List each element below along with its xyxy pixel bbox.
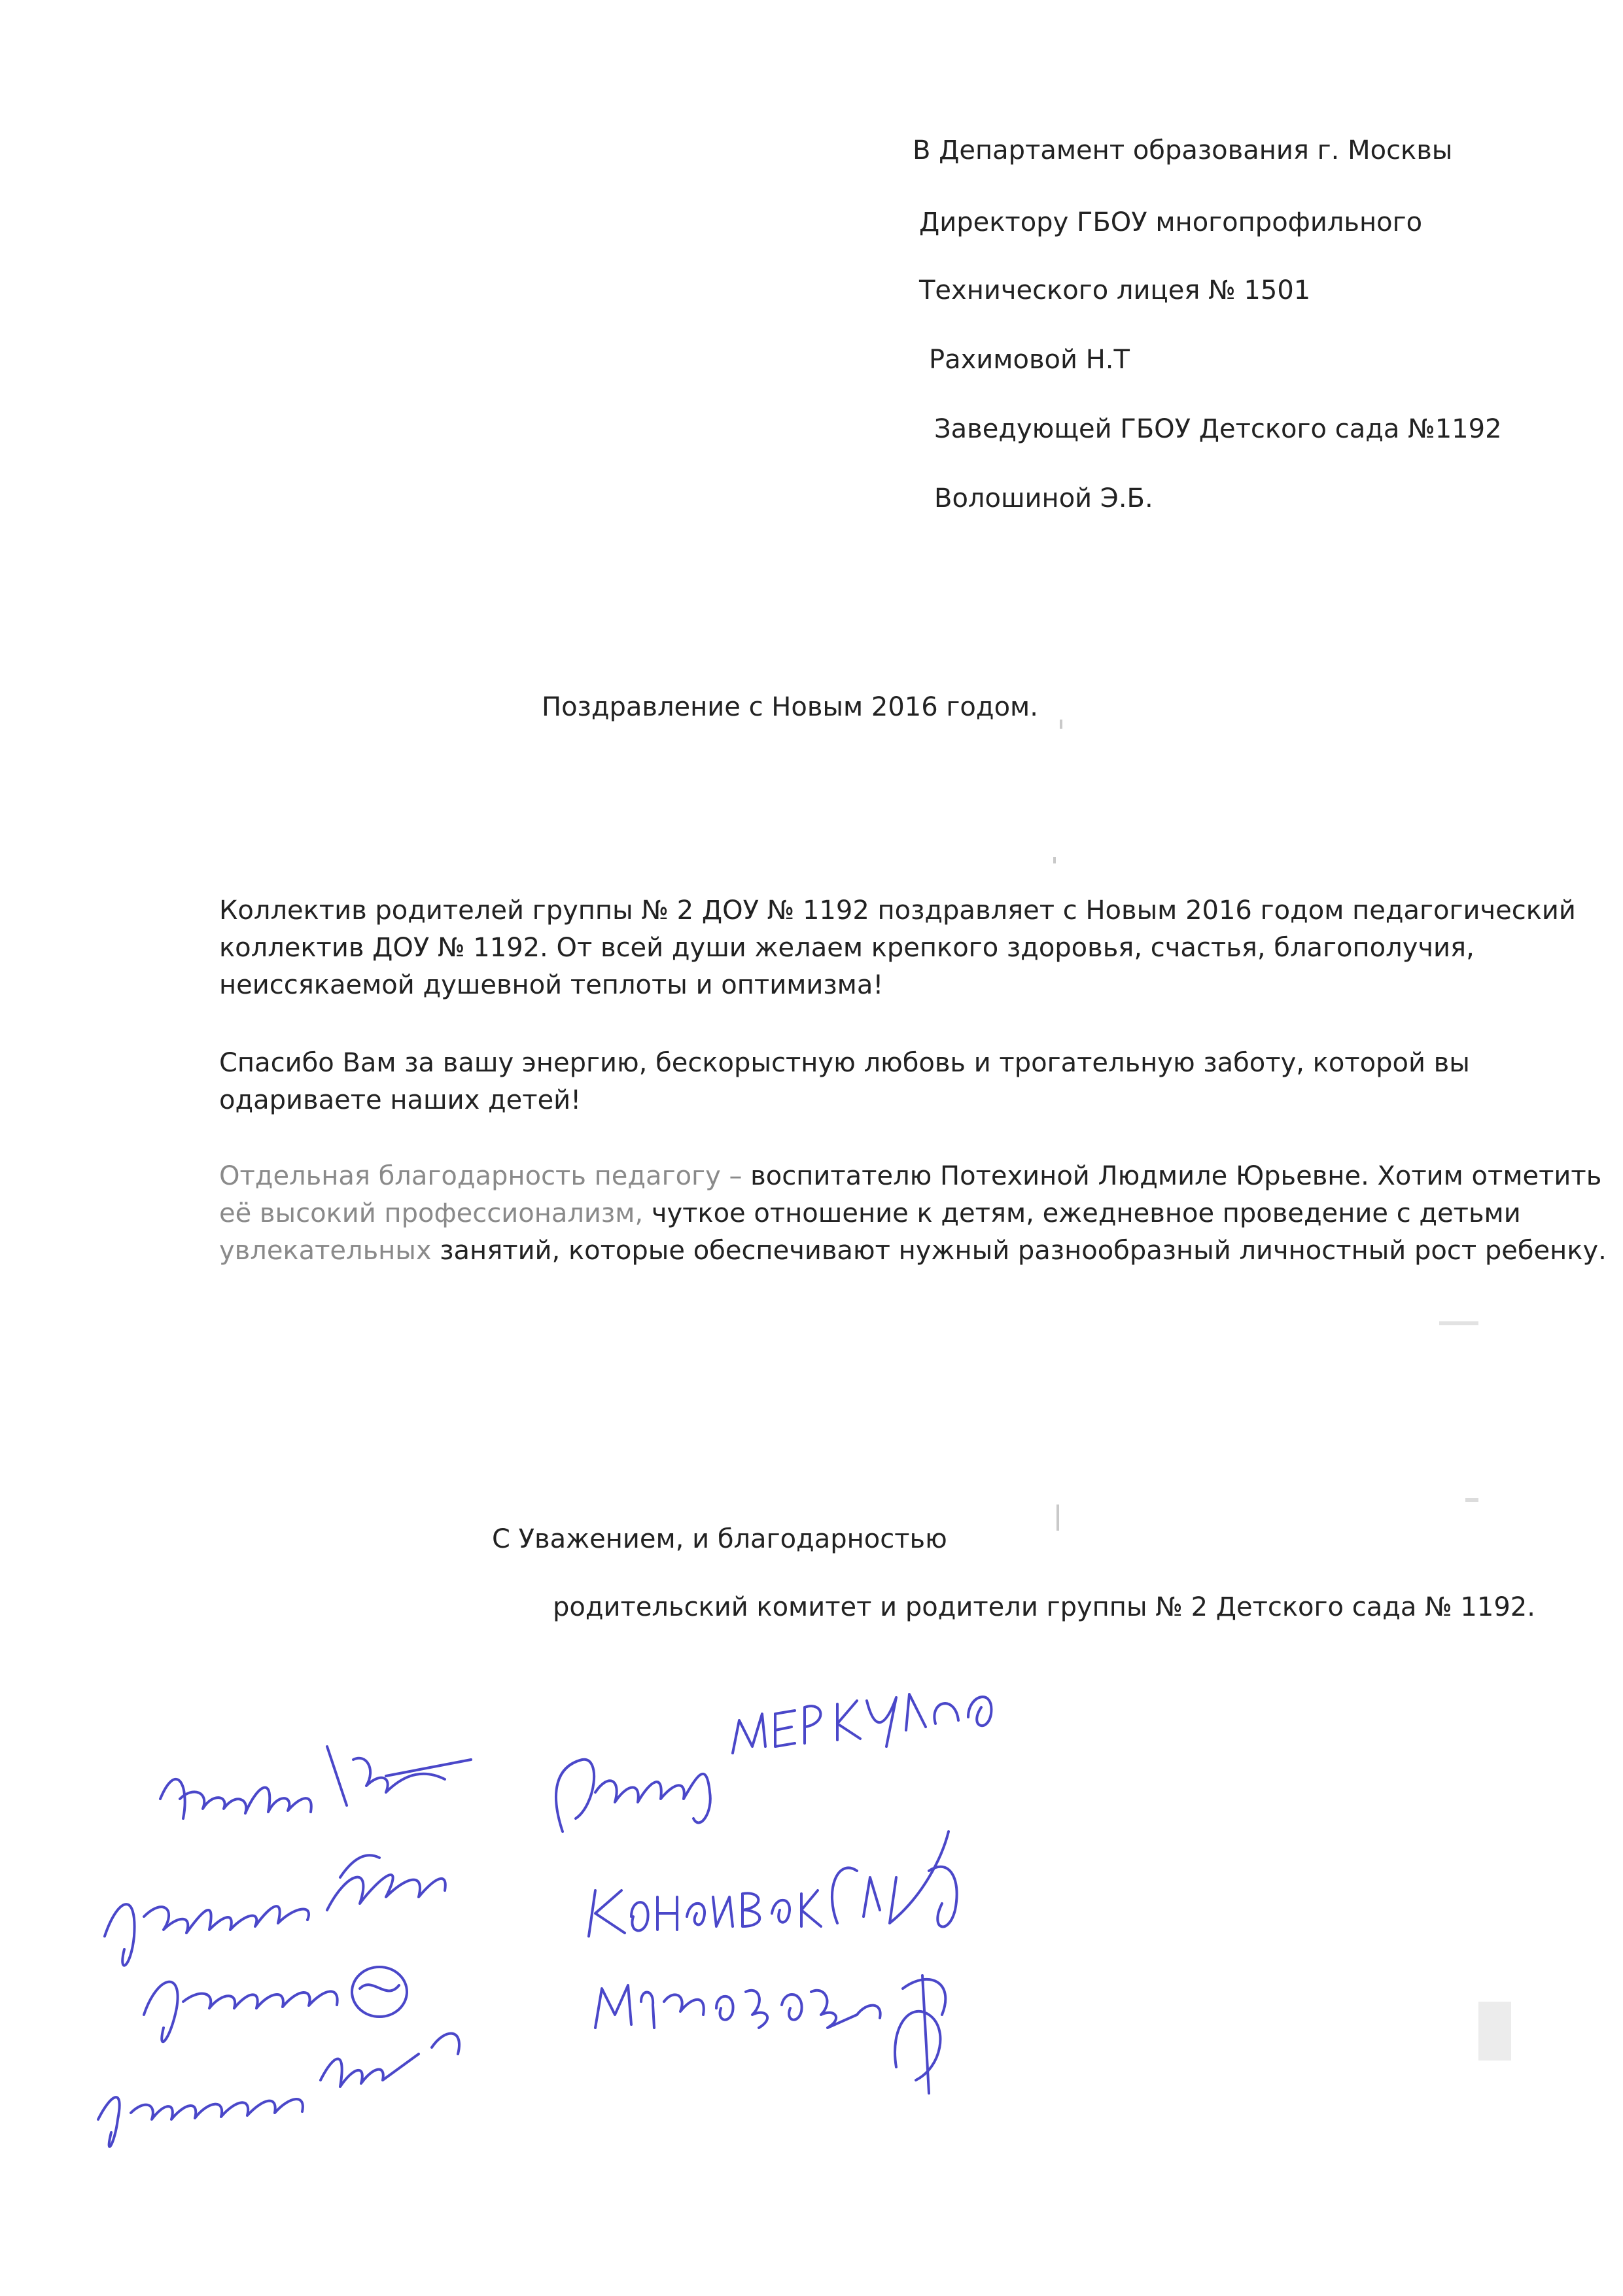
body-p3-line-3-rest: занятий, которые обеспечивают нужный разнообразный личностный рост ребенку. (440, 1236, 1607, 1266)
addressee-line-2: Директору ГБОУ многопрофильного (919, 207, 1423, 237)
body-paragraph-2 (219, 1045, 1514, 1119)
signature-4 (98, 2034, 459, 2147)
signature-2 (105, 1855, 445, 1965)
body-p1-line-2: коллектив ДОУ № 1192. От всей души желаем крепкого здоровья, счастья, благополучия, (219, 933, 1475, 963)
body-p2-line-1: Спасибо Вам за вашу энергию, бескорыстную любовь и трогательную заботу, которой вы (219, 1048, 1470, 1078)
body-p3-line-1 (219, 1158, 1602, 1195)
signature-3 (144, 1967, 407, 2042)
closing-signatory: родительский комитет и родители группы № 2 Детского сада № 1192. (553, 1592, 1535, 1622)
body-p3-line-3 (219, 1232, 1607, 1270)
body-p1-line-1: Коллектив родителей группы № 2 ДОУ № 1192 поздравляет с Новым 2016 годом педагогический (219, 896, 1576, 926)
addressee-line-1: В Департамент образования г. Москвы (913, 135, 1453, 165)
body-paragraph-1 (219, 892, 1576, 1004)
body-p3-line-2 (219, 1195, 1521, 1232)
signatures-area (79, 1661, 1060, 2185)
body-p3-line-1-rest: воспитателю Потехиной Людмиле Юрьевне. Хотим отметить (750, 1161, 1602, 1191)
addressee-line-6: Волошиной Э.Б. (934, 483, 1153, 513)
signature-6 (589, 1832, 957, 1936)
signature-8 (895, 1975, 945, 2093)
scan-speck (1056, 1505, 1059, 1531)
signature-1 (160, 1747, 471, 1818)
body-p2-line-2: одариваете наших детей! (219, 1085, 582, 1115)
body-p3-line-3-faded: увлекательных (219, 1236, 440, 1266)
body-p3-line-1-faded: Отдельная благодарность педагогу – (219, 1161, 751, 1191)
addressee-line-4: Рахимовой Н.Т (929, 345, 1130, 375)
addressee-line-5: Заведующей ГБОУ Детского сада №1192 (934, 414, 1502, 444)
letter-title: Поздравление с Новым 2016 годом. (542, 692, 1038, 722)
signature-7 (595, 1985, 881, 2028)
scan-speck (1439, 1321, 1478, 1325)
body-paragraph-3 (219, 1158, 1607, 1270)
scan-speck (1060, 720, 1062, 729)
signature-5 (556, 1694, 991, 1832)
scan-speck (1053, 857, 1056, 863)
body-p1-line-3: неиссякаемой душевной теплоты и оптимизма! (219, 970, 884, 1000)
scan-speck (1465, 1498, 1478, 1502)
addressee-line-3: Технического лицея № 1501 (919, 275, 1311, 305)
body-p3-line-2-rest: чуткое отношение к детям, ежедневное проведение с детьми (651, 1198, 1521, 1228)
body-p3-line-2-faded: её высокий профессионализм, (219, 1198, 652, 1228)
scan-speck (1478, 2002, 1511, 2061)
closing-regards: С Уважением, и благодарностью (492, 1524, 947, 1554)
